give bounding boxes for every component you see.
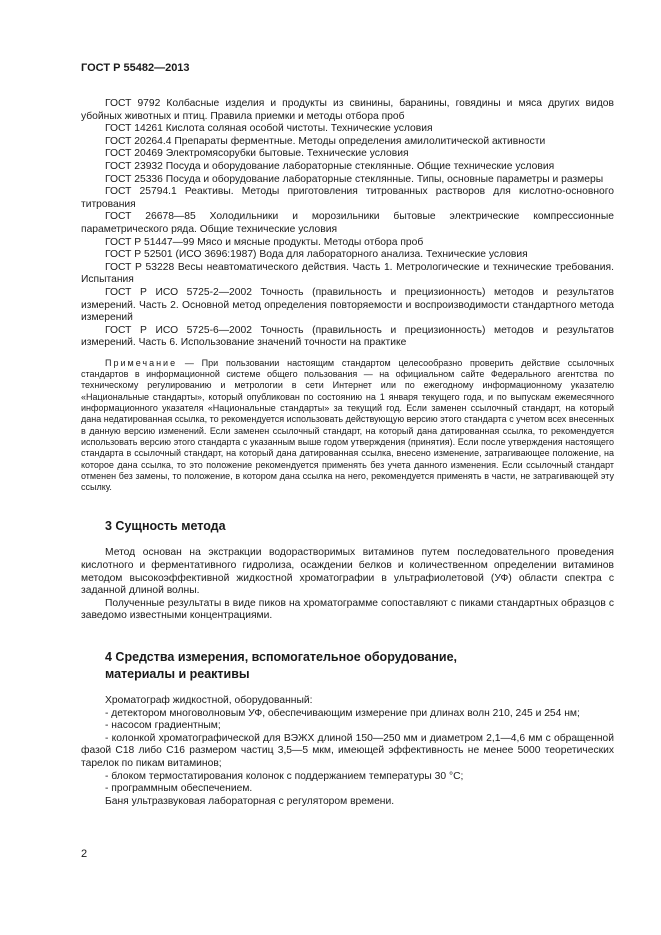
reference-item: ГОСТ 20469 Электромясорубки бытовые. Технические условия (105, 148, 409, 160)
equipment-line: - детектором многоволновым УФ, обеспечивающим измерение при длинах волн 210, 245 и 254 нм; (105, 707, 580, 719)
equipment-line: - колонкой хроматографической для ВЭЖХ длиной 150—250 мм и диаметром 2,1—4,6 мм с обращенной фазой С18 либо С16 размером частиц 3,5—5 мкм, имеющей эффективность не менее 5000 теоретических тарелок по пикам витаминов; (81, 732, 614, 769)
reference-item: ГОСТ Р ИСО 5725-6—2002 Точность (правильность и прецизионность) методов и результатов измерений. Часть 6. Использование значений точности на практике (81, 324, 614, 349)
note-paragraph (81, 358, 614, 494)
reference-item: ГОСТ 26678—85 Холодильники и морозильники бытовые электрические компрессионные параметрического ряда. Общие технические условия (81, 211, 614, 235)
equipment-line: Баня ультразвуковая лабораторная с регулятором времени. (105, 795, 395, 807)
section-3-paragraph: Полученные результаты в виде пиков на хроматограмме сопоставляют с пиками стандартных образцов с заведомо известными концентрациями. (81, 597, 614, 622)
document-header: ГОСТ Р 55482—2013 (81, 62, 190, 74)
section-4-heading-line-1: 4 Средства измерения, вспомогательное оборудование, (105, 650, 458, 664)
reference-item: ГОСТ Р 51447—99 Мясо и мясные продукты. Методы отбора проб (105, 236, 424, 248)
reference-item: ГОСТ Р ИСО 5725-2—2002 Точность (правильность и прецизионность) методов и результатов измерений. Часть 2. Основной метод определения повторяемости и воспроизводимости стандартного метода измерений (81, 286, 614, 324)
page-number: 2 (81, 848, 88, 860)
page-content (81, 98, 614, 808)
reference-item: ГОСТ 23932 Посуда и оборудование лабораторные стеклянные. Общие технические условия (105, 160, 555, 172)
equipment-line: - насосом градиентным; (105, 720, 221, 732)
section-3-heading: 3 Сущность метода (105, 519, 226, 534)
section-4-heading-line-2: материалы и реактивы (105, 667, 250, 681)
reference-item: ГОСТ Р 52501 (ИСО 3696:1987) Вода для лабораторного анализа. Технические условия (105, 249, 528, 261)
note-text: — При пользовании настоящим стандартом целесообразно проверить действие ссылочных стандартов в информационной системе общего пользования — на официальном сайте Федерального агентства по техническому регулированию и метрологии в сети Интернет или по ежегодному информационному указателю «Национальные стандарты», который опубликован по состоянию на 1 января текущего года, и по выпускам ежемесячного информационного указателя «Национальные стандарты» за текущий год. Если заменен ссылочный стандарт, на который дана недатированная ссылка, то рекомендуется использовать действующую версию этого стандарта с учетом всех внесенных в данную версию изменений. Если заменен ссылочный стандарт, на который дана датированная ссылка, то рекомендуется использовать версию этого стандарта с указанным выше годом утверждения (принятия). Если после утверждения настоящего стандарта в ссылочный стандарт, на который дана датированная ссылка, внесено изменение, затрагивающее положение, на которое дана ссылка, то это положение рекомендуется применять без учета данного изменения. Если ссылочный стандарт отменен без замены, то положение, в котором дана ссылка на него, рекомендуется применять в части, не затрагивающей эту ссылку. (81, 357, 614, 493)
reference-item: ГОСТ 20264.4 Препараты ферментные. Методы определения амилолитической активности (105, 135, 546, 147)
reference-item: ГОСТ 9792 Колбасные изделия и продукты из свинины, баранины, говядины и мяса других видов убойных животных и птиц. Правила приемки и методы отбора проб (81, 98, 614, 122)
equipment-line: - блоком термостатирования колонок с поддержанием температуры 30 °С; (105, 770, 464, 782)
reference-item: ГОСТ 14261 Кислота соляная особой чистоты. Технические условия (105, 123, 433, 135)
equipment-line: Хроматограф жидкостной, оборудованный: (105, 695, 313, 706)
reference-item: ГОСТ Р 53228 Весы неавтоматического действия. Часть 1. Метрологические и технические требования. Испытания (81, 261, 614, 286)
equipment-line: - программным обеспечением. (105, 783, 253, 795)
references-list (81, 98, 614, 350)
reference-item: ГОСТ 25794.1 Реактивы. Методы приготовления титрованных растворов для кислотно-основного титрования (81, 186, 614, 210)
note-label: Примечание (105, 357, 178, 368)
reference-item: ГОСТ 25336 Посуда и оборудование лабораторные стеклянные. Типы, основные параметры и размеры (105, 173, 604, 185)
section-4-heading (81, 649, 614, 683)
section-3-paragraph: Метод основан на экстракции водорастворимых витаминов путем последовательного проведения кислотного и ферментативного гидролиза, осаждении белков и количественном определении витаминов методом высокоэффективной жидкостной хроматографии в ультрафиолетовой (УФ) области спектра с заданной длиной волны. (81, 547, 614, 597)
